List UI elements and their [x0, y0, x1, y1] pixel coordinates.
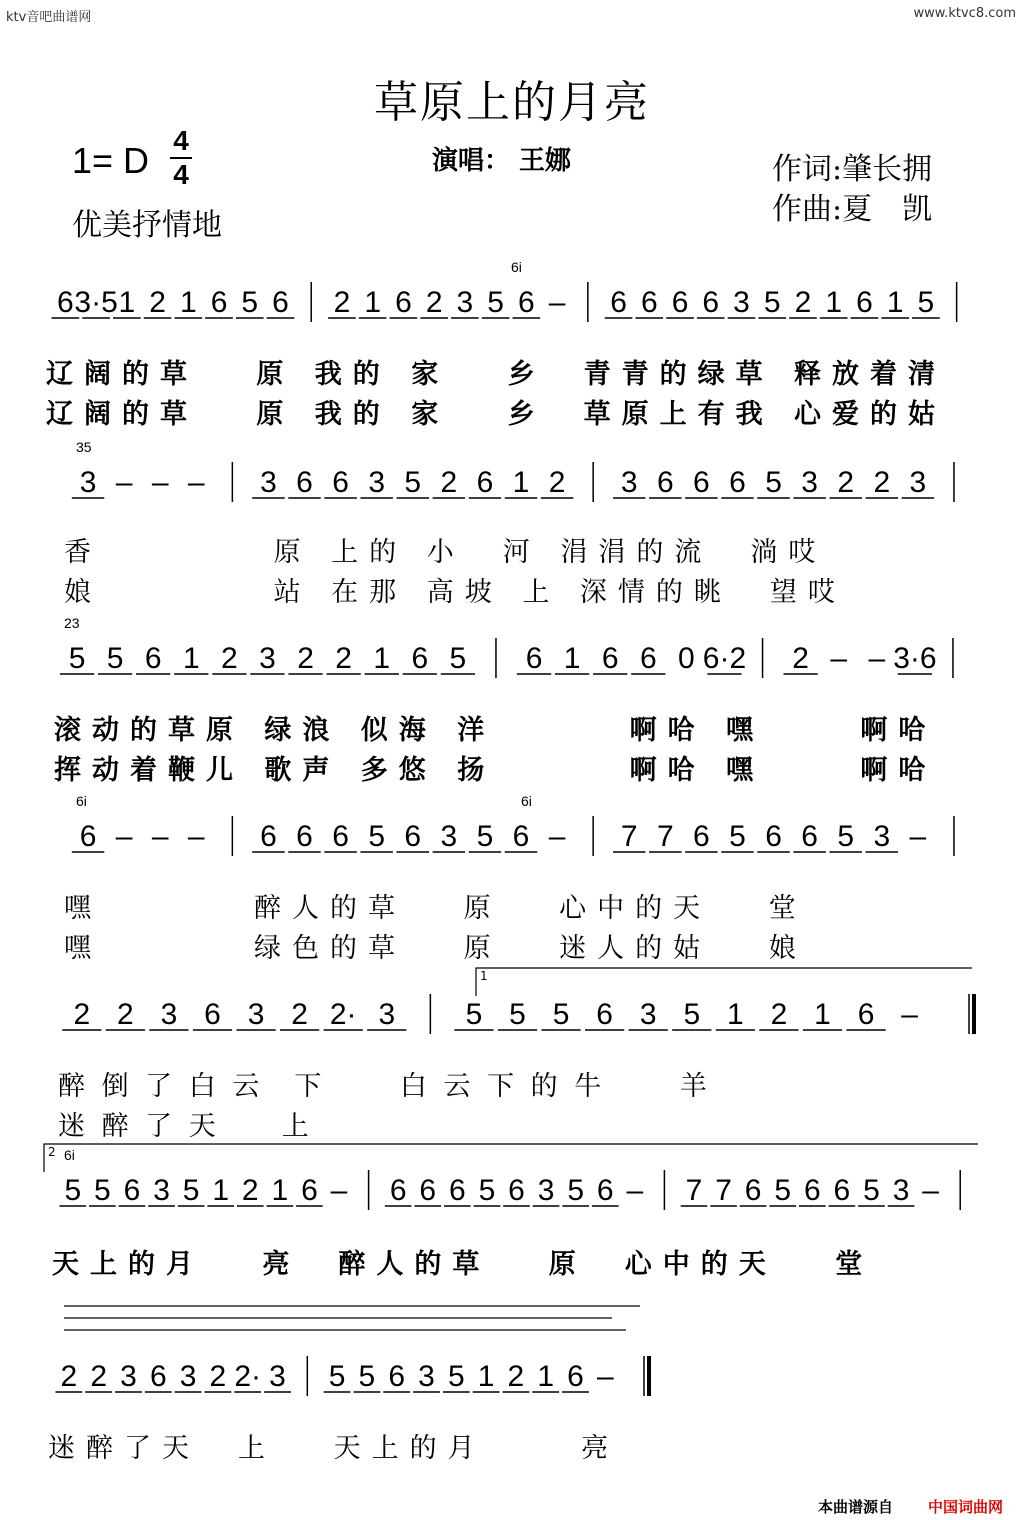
- note: –: [909, 820, 927, 853]
- note: 1: [179, 286, 197, 319]
- lyric-line: 挥动着鞭儿 歌声 多悠 扬 啊哈 嘿 啊哈: [54, 755, 937, 786]
- note: 5: [241, 286, 259, 319]
- note: 2·: [329, 998, 357, 1031]
- note: 2: [149, 286, 166, 319]
- volta-number: 1: [480, 969, 488, 983]
- note: 3: [418, 1360, 435, 1393]
- note: 2: [297, 642, 314, 675]
- note: 5: [106, 642, 124, 675]
- watermark-right: www.ktvc8.com: [913, 6, 1016, 21]
- lyric-line: 嘿 绿色的草 原 迷人的姑 娘: [64, 933, 807, 964]
- note: 2: [425, 286, 443, 319]
- note: 6: [596, 1174, 614, 1207]
- note: 1: [727, 998, 744, 1031]
- volta-number: 2: [48, 1145, 56, 1159]
- note: –: [151, 466, 169, 499]
- note: 1: [271, 1174, 289, 1207]
- note: 3: [160, 998, 178, 1031]
- key-signature: 1= D: [72, 140, 150, 181]
- grace-note: 6i: [64, 1147, 75, 1163]
- note: –: [151, 820, 169, 853]
- note: 3: [456, 286, 474, 319]
- note: –: [187, 466, 205, 499]
- note: 6: [301, 1174, 318, 1207]
- lyric-line: 滚动的草原 绿浪 似海 洋 啊哈 嘿 啊哈: [54, 715, 937, 746]
- note: 3: [620, 466, 638, 499]
- note: 5: [765, 466, 782, 499]
- note: 3: [368, 466, 386, 499]
- note: 5: [64, 1174, 82, 1207]
- note: –: [922, 1174, 939, 1207]
- note: 3: [733, 286, 750, 319]
- note: 2: [60, 1360, 78, 1393]
- lyric-line: 醉 倒 了 白 云 下 白 云 下 的 牛 羊: [58, 1071, 711, 1102]
- time-signature-top: 4: [173, 125, 189, 156]
- note: 5: [567, 1174, 585, 1207]
- note: 5: [404, 466, 422, 499]
- note: 5: [476, 820, 494, 853]
- lyric-line: 香 原 上的 小 河 涓涓的流 淌哎: [64, 537, 827, 568]
- note: 2: [90, 1360, 108, 1393]
- note: –: [901, 998, 918, 1031]
- note: –: [187, 820, 205, 853]
- note: 6: [512, 820, 530, 853]
- note: 6: [525, 642, 543, 675]
- grace-note: 6i: [511, 259, 522, 275]
- note: 3: [440, 820, 458, 853]
- note: 5: [449, 642, 467, 675]
- note: 6: [508, 1174, 525, 1207]
- note: –: [626, 1174, 644, 1207]
- note: 6: [693, 466, 710, 499]
- lyric-line: 天上的月 亮 醉人的草 原 心中的天 堂: [52, 1249, 874, 1280]
- lyric-line: 迷 醉 了 天 上: [58, 1111, 313, 1142]
- note: 6: [601, 642, 619, 675]
- note: 6: [856, 286, 873, 319]
- note: 3: [892, 1174, 910, 1207]
- note: 5: [863, 1174, 880, 1207]
- note: 2: [507, 1360, 525, 1393]
- note: 5: [447, 1360, 465, 1393]
- lyric-line: 迷醉了天 上 天上的月 亮: [48, 1433, 620, 1464]
- note: 6: [404, 820, 422, 853]
- note: 1: [825, 286, 843, 319]
- note: 3: [153, 1174, 170, 1207]
- note: –: [548, 286, 566, 319]
- note: 3: [378, 998, 396, 1031]
- note: 6: [388, 1360, 406, 1393]
- note: 1: [364, 286, 382, 319]
- note: –: [330, 1174, 348, 1207]
- lyric-line: 辽阔的草 原 我的 家 乡 青青的绿草 释放着清: [46, 359, 946, 390]
- note: 2: [873, 466, 891, 499]
- note: 5: [509, 998, 526, 1031]
- note: 5: [837, 820, 855, 853]
- note: 5: [763, 286, 781, 319]
- note: –: [596, 1360, 614, 1393]
- note: 5: [729, 820, 746, 853]
- note: –: [115, 820, 133, 853]
- note: 1: [182, 642, 200, 675]
- note: 1: [512, 466, 530, 499]
- note: 1: [373, 642, 391, 675]
- footer-source: 本曲谱源自: [818, 1498, 894, 1516]
- note: 1: [886, 286, 904, 319]
- note: –: [115, 466, 133, 499]
- note: 6: [419, 1174, 437, 1207]
- note: 6: [693, 820, 710, 853]
- note: 6: [833, 1174, 851, 1207]
- note: 5: [368, 820, 386, 853]
- note: 5: [683, 998, 701, 1031]
- note: 3: [873, 820, 891, 853]
- grace-note: 6i: [76, 793, 87, 809]
- note: 2: [117, 998, 134, 1031]
- note: 3: [247, 998, 265, 1031]
- song-title: 草原上的月亮: [374, 77, 650, 128]
- note: 6: [801, 820, 818, 853]
- note: 1: [563, 642, 581, 675]
- note: 3: [260, 466, 277, 499]
- note: 3·5: [74, 286, 118, 319]
- note: 3: [79, 466, 97, 499]
- note: 3: [259, 642, 276, 675]
- note: 6: [671, 286, 689, 319]
- note: 6: [149, 1360, 167, 1393]
- note: 1: [477, 1360, 495, 1393]
- note: 5: [774, 1174, 792, 1207]
- note: 3: [801, 466, 818, 499]
- note: 3: [909, 466, 927, 499]
- note: 3: [639, 998, 657, 1031]
- lyric-line: 嘿 醉人的草 原 心中的天 堂: [64, 893, 807, 924]
- note: 2: [209, 1360, 227, 1393]
- note: 6: [702, 286, 720, 319]
- grace-note: 6i: [521, 793, 532, 809]
- note: 6: [567, 1360, 584, 1393]
- note: 7: [685, 1174, 703, 1207]
- note: 2: [548, 466, 566, 499]
- note: 3: [269, 1360, 286, 1393]
- note: 6: [448, 1174, 466, 1207]
- note: 3·6: [893, 642, 937, 675]
- note: 6: [639, 642, 657, 675]
- note: 2: [241, 1174, 259, 1207]
- note: –: [868, 642, 886, 675]
- note: 7: [656, 820, 674, 853]
- note: 5: [358, 1360, 376, 1393]
- watermark-left: ktv音吧曲谱网: [6, 10, 92, 25]
- note: 1: [212, 1174, 230, 1207]
- note: 6: [260, 820, 277, 853]
- note: 5: [328, 1360, 346, 1393]
- lyric-line: 娘 站 在那 高坡 上 深情的眺 望哎: [64, 577, 846, 608]
- note: 6: [332, 820, 349, 853]
- volta-bracket: [44, 1144, 978, 1172]
- composer: 作曲:夏 凯: [772, 192, 933, 227]
- note: 6: [656, 466, 674, 499]
- note: 6: [389, 1174, 407, 1207]
- tempo-marking: 优美抒情地: [72, 208, 222, 243]
- note: 6: [411, 642, 429, 675]
- note: 6: [57, 286, 74, 319]
- note: 1: [814, 998, 831, 1031]
- note: 2: [291, 998, 308, 1031]
- note: 5: [94, 1174, 111, 1207]
- note: 2: [73, 998, 91, 1031]
- note: –: [548, 820, 566, 853]
- note: 6: [296, 466, 313, 499]
- note: 6: [596, 998, 613, 1031]
- note: 5: [487, 286, 504, 319]
- note: 3: [179, 1360, 197, 1393]
- note: 6: [518, 286, 535, 319]
- note: 6: [210, 286, 228, 319]
- note: 6: [272, 286, 289, 319]
- note: 2: [221, 642, 238, 675]
- note: 2·: [234, 1360, 262, 1393]
- note: 6: [123, 1174, 141, 1207]
- note: 5: [465, 998, 483, 1031]
- note: 6: [765, 820, 782, 853]
- note: 2: [335, 642, 352, 675]
- note: 3: [120, 1360, 137, 1393]
- note: 6: [204, 998, 221, 1031]
- note: 6: [610, 286, 627, 319]
- note: 2: [333, 286, 351, 319]
- note: 5: [182, 1174, 200, 1207]
- note: 5: [917, 286, 935, 319]
- note: 6: [857, 998, 875, 1031]
- note: 2: [794, 286, 812, 319]
- note: 2: [792, 642, 809, 675]
- lyricist: 作词:肇长拥: [772, 152, 933, 187]
- note: 6: [803, 1174, 821, 1207]
- note: 5: [552, 998, 570, 1031]
- note: 7: [620, 820, 638, 853]
- note: 5: [68, 642, 86, 675]
- volta-bracket: [476, 968, 972, 996]
- note: 6: [476, 466, 494, 499]
- note: 6: [744, 1174, 762, 1207]
- note: 5: [478, 1174, 496, 1207]
- grace-note: 23: [64, 615, 80, 631]
- note: 6: [729, 466, 746, 499]
- note: 6: [296, 820, 313, 853]
- footer-site-link[interactable]: 中国词曲网: [928, 1498, 1004, 1516]
- note: 6: [332, 466, 349, 499]
- note: 1: [118, 286, 136, 319]
- note: 2: [440, 466, 458, 499]
- note: 6: [144, 642, 162, 675]
- note: 7: [715, 1174, 732, 1207]
- time-signature-bottom: 4: [173, 159, 189, 190]
- grace-note: 35: [76, 439, 92, 455]
- note: 6·2: [702, 642, 747, 675]
- note: 2: [770, 998, 788, 1031]
- note: 3: [537, 1174, 555, 1207]
- note: 0: [678, 642, 695, 675]
- note: 1: [537, 1360, 555, 1393]
- singer: 演唱： 王娜: [432, 146, 572, 176]
- note: –: [830, 642, 848, 675]
- note: 6: [395, 286, 412, 319]
- note: 6: [640, 286, 658, 319]
- lyric-line: 辽阔的草 原 我的 家 乡 草原上有我 心爱的姑: [46, 399, 946, 430]
- note: 6: [79, 820, 97, 853]
- note: 2: [837, 466, 855, 499]
